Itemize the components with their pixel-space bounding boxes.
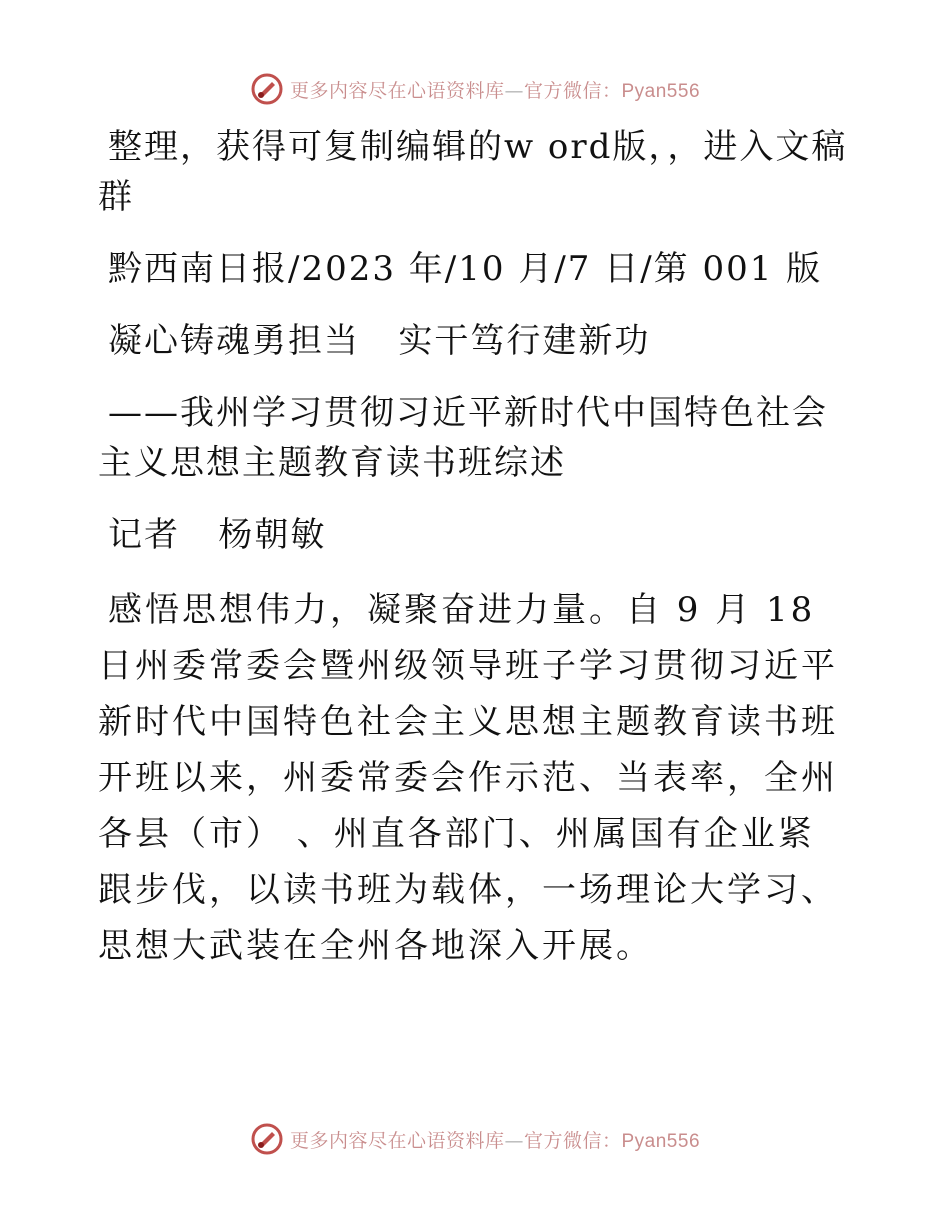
article-subheadline: ——我州学习贯彻习近平新时代中国特色社会主义思想主题教育读书班综述 bbox=[98, 393, 828, 483]
watermark-text: 更多内容尽在心语资料库—官方微信：Pyan556 bbox=[289, 1129, 701, 1152]
dateline: 黔西南日报/2023 年/10 月/7 日/第 001 版 bbox=[108, 249, 823, 289]
brush-circle-logo-icon bbox=[250, 1122, 284, 1156]
intro-line: 整理，获得可复制编辑的w ord版，，进入文稿群 bbox=[98, 127, 848, 217]
brush-circle-logo-icon bbox=[250, 72, 284, 106]
header-watermark bbox=[0, 72, 950, 106]
article-headline: 凝心铸魂勇担当 实干笃行建新功 bbox=[108, 321, 651, 361]
document-body bbox=[98, 122, 850, 996]
byline: 记者 杨朝敏 bbox=[108, 515, 327, 555]
footer-watermark bbox=[0, 1122, 950, 1156]
body-paragraph: 感悟思想伟力，凝聚奋进力量。自 9 月 18 日州委常委会暨州级领导班子学习贯彻习近平新时代中国特色社会主义思想主题教育读书班开班以来，州委常委会作示范、当表率，全州各县（市） 、州直各部门、州属国有企业紧跟步伐，以读书班为载体，一场理论大学习、思想大武装在全州各地深入开展。 bbox=[98, 590, 838, 966]
watermark-text: 更多内容尽在心语资料库—官方微信：Pyan556 bbox=[289, 79, 701, 102]
